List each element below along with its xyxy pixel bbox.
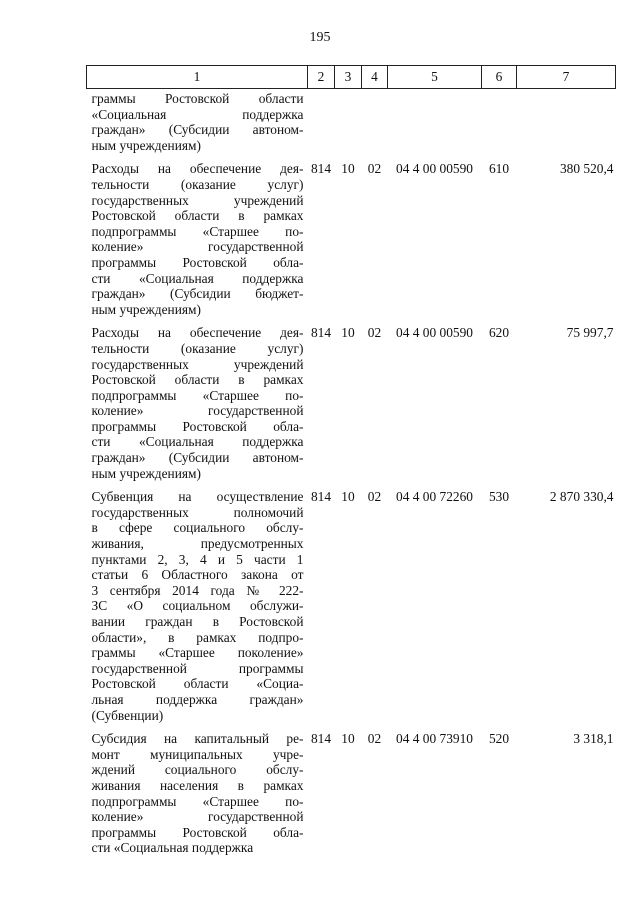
description-line: Субсидия на капитальный ре- [91, 731, 304, 747]
expense-type-cell [482, 89, 517, 162]
description-line: подпрограммы «Старшее по- [91, 387, 304, 403]
subsection-code-cell: 02 [367, 489, 382, 505]
description-line: Расходы на обеспечение дея- [91, 325, 304, 341]
table-row [87, 489, 616, 731]
description-cell [87, 325, 308, 489]
description-line: в сфере социального обслу- [91, 520, 304, 536]
description-line: Ростовской области в рамках [91, 208, 304, 224]
header-col-1: 1 [87, 66, 308, 89]
header-col-4: 4 [362, 66, 388, 89]
header-row [87, 66, 616, 89]
amount-cell: 380 520,4 [559, 161, 614, 177]
header-col-6: 6 [482, 66, 517, 89]
description-line: пунктами 2, 3, 4 и 5 части 1 [91, 551, 304, 567]
expense-type-cell: 530 [488, 489, 510, 505]
target-article-cell: 04 4 00 00590 [396, 161, 473, 177]
amount-cell [517, 89, 616, 162]
description-line: подпрограммы «Старшее по- [91, 223, 304, 239]
target-article-cell: 04 4 00 72260 [396, 489, 473, 505]
table-row [87, 731, 616, 864]
amount-cell: 75 997,7 [566, 325, 614, 341]
description-cell [87, 161, 308, 325]
expense-type-cell: 520 [488, 731, 510, 747]
subsection-code-cell: 02 [367, 731, 382, 747]
description-line: сти «Социальная поддержка [91, 840, 254, 856]
description-line: Ростовской области в рамках [91, 372, 304, 388]
description-line: коление» государственной [91, 239, 304, 255]
description-line: льная поддержка граждан» [91, 691, 304, 707]
description-line: ным учреждениям) [91, 137, 201, 153]
expense-type-cell: 620 [488, 325, 510, 341]
description-line: программы Ростовской обла- [91, 254, 304, 270]
description-line: коление» государственной [91, 403, 304, 419]
description-cell [87, 731, 308, 864]
description-line: живания населения в рамках [91, 777, 304, 793]
ministry-code-cell: 814 [310, 731, 332, 747]
header-col-7: 7 [517, 66, 616, 89]
description-line: тельности (оказание услуг) [91, 340, 304, 356]
table-body [87, 89, 616, 864]
description-line: тельности (оказание услуг) [91, 176, 304, 192]
description-line: области», в рамках подпро- [91, 629, 304, 645]
description-line: ЗС «О социальном обслужи- [91, 598, 304, 614]
description-line: граждан» (Субсидии автоном- [91, 122, 304, 138]
description-line: Расходы на обеспечение дея- [91, 161, 304, 177]
ministry-code-cell: 814 [310, 489, 332, 505]
section-code-cell: 10 [341, 731, 355, 747]
description-line: сти «Социальная поддержка [91, 434, 304, 450]
ministry-code-cell [308, 89, 335, 162]
description-line: программы Ростовской обла- [91, 824, 304, 840]
table-row [87, 161, 616, 325]
description-line: граммы «Старшее поколение» [91, 645, 304, 661]
subsection-code-cell: 02 [367, 325, 382, 341]
description-line: сти «Социальная поддержка [91, 270, 304, 286]
section-code-cell: 10 [341, 325, 355, 341]
target-article-cell: 04 4 00 00590 [396, 325, 473, 341]
description-line: вании граждан в Ростовской [91, 614, 304, 629]
description-line: (Субвенции) [91, 707, 164, 723]
description-line: государственных учреждений [91, 356, 304, 372]
description-line: государственных учреждений [91, 192, 304, 208]
description-line: Субвенция на осуществление [91, 489, 304, 505]
description-line: государственной программы [91, 660, 304, 676]
section-code-cell: 10 [341, 489, 355, 505]
description-line: «Социальная поддержка [91, 106, 304, 122]
description-line: коление» государственной [91, 809, 304, 825]
description-line: ждений социального обслу- [91, 762, 304, 778]
subsection-code-cell [362, 89, 388, 162]
description-line: граждан» (Субсидии бюджет- [91, 286, 304, 302]
description-line: ным учреждениям) [91, 301, 201, 317]
amount-cell: 3 318,1 [573, 731, 614, 747]
description-line: Ростовской области «Социа- [91, 676, 304, 692]
description-line: живания, предусмотренных [91, 536, 304, 552]
target-article-cell: 04 4 00 73910 [396, 731, 473, 747]
description-line: монт муниципальных учре- [91, 746, 304, 762]
description-line: статьи 6 Областного закона от [91, 567, 304, 583]
description-line: граждан» (Субсидии автоном- [91, 450, 304, 466]
section-code-cell [335, 89, 362, 162]
page-number: 195 [309, 30, 331, 45]
description-line: государственных полномочий [91, 504, 304, 520]
target-article-cell [388, 89, 482, 162]
amount-cell: 2 870 330,4 [549, 489, 614, 505]
ministry-code-cell: 814 [310, 161, 332, 177]
description-line: граммы Ростовской области [91, 91, 304, 106]
header-col-2: 2 [308, 66, 335, 89]
table-row [87, 89, 616, 162]
description-cell [87, 89, 308, 162]
ministry-code-cell: 814 [310, 325, 332, 341]
section-code-cell: 10 [341, 161, 355, 177]
description-line: 3 сентября 2014 года № 222- [91, 582, 304, 598]
description-line: программы Ростовской обла- [91, 418, 304, 434]
description-line: ным учреждениям) [91, 465, 201, 481]
budget-table [86, 65, 616, 864]
description-cell [87, 489, 308, 731]
description-line: подпрограммы «Старшее по- [91, 793, 304, 809]
header-col-5: 5 [388, 66, 482, 89]
header-col-3: 3 [335, 66, 362, 89]
expense-type-cell: 610 [488, 161, 510, 177]
subsection-code-cell: 02 [367, 161, 382, 177]
table-row [87, 325, 616, 489]
